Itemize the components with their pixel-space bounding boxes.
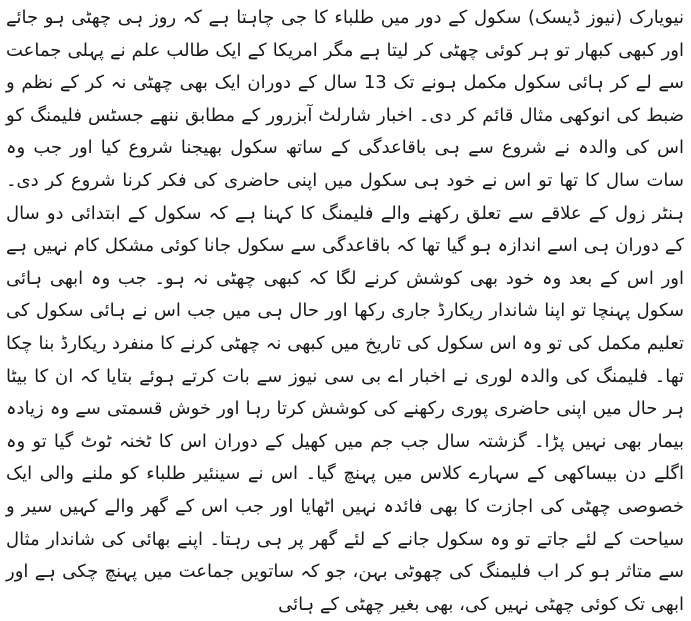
article-paragraph: نیویارک (نیوز ڈیسک) سکول کے دور میں طلباء کا جی چاہتا ہے کہ روز ہی چھٹی ہو جائے اور کبھی کبھار تو ہر کوئی چھٹی کر لیتا ہے مگر امریکا کے ایک طالب علم نے پہلی جماعت سے لے کر ہائی سکول مکمل ہونے تک 13 سال کے دوران ایک بھی چھٹی نہ کر کے نظم و ضبط کی انوکھی مثال قائم کر دی۔ اخبار شارلٹ آبزرور کے مطابق ننھے جسٹس فلیمنگ کو اس کی والدہ نے شروع سے ہی باقاعدگی کے ساتھ سکول بھیجنا شروع کیا اور جب وہ سات سال کا تھا تو اس نے خود ہی سکول میں اپنی حاضری کی فکر کرنا شروع کر دی۔ ہنٹر زول کے علاقے سے تعلق رکھنے والے فلیمنگ کا کہنا ہے کہ سکول کے ابتدائی دو سال کے دوران ہی اسے اندازہ ہو گیا تھا کہ باقاعدگی سے سکول جانا کوئی مشکل کام نہیں ہے اور اس کے بعد وہ خود بھی کوشش کرنے لگا کہ کبھی چھٹی نہ ہو۔ جب وہ ابھی ہائی سکول پہنچا تو اپنا شاندار ریکارڈ جاری رکھا اور حال ہی میں جب اس نے ہائی سکول کی تعلیم مکمل کی تو وہ اس سکول کی تاریخ میں کبھی نہ چھٹی کرنے کا منفرد ریکارڈ بنا چکا تھا۔ فلیمنگ کی والدہ لوری نے اخبار اے بی سی نیوز سے بات کرتے ہوئے بتایا کہ ان کا بیٹا ہر حال میں اپنی حاضری پوری رکھنے کی کوشش کرتا رہا اور خوش قسمتی سے وہ زیادہ بیمار بھی نہیں پڑا۔ گزشتہ سال جب جم میں کھیل کے دوران اس کا ٹخنہ ٹوٹ گیا تو وہ اگلے دن بیساکھی کے سہارے کلاس میں پہنچ گیا۔ اس نے سینئیر طلباء کو ملنے والی ایک خصوصی چھٹی کی اجازت کا بھی فائدہ نہیں اٹھایا اور جب اس کے گھر والے کہیں سیر و سیاحت کے لئے جاتے تو وہ سکول جانے کے لئے گھر پر ہی رہتا۔ اپنے بھائی کی شاندار مثال سے متاثر ہو کر اب فلیمنگ کی چھوٹی بہن، جو کہ ساتویں جماعت میں پہنچ چکی ہے اور ابھی تک کوئی چھٹی نہیں کی، بھی بغیر چھٹی کے ہائی (6, 7, 684, 615)
article-container (6, 0, 684, 615)
